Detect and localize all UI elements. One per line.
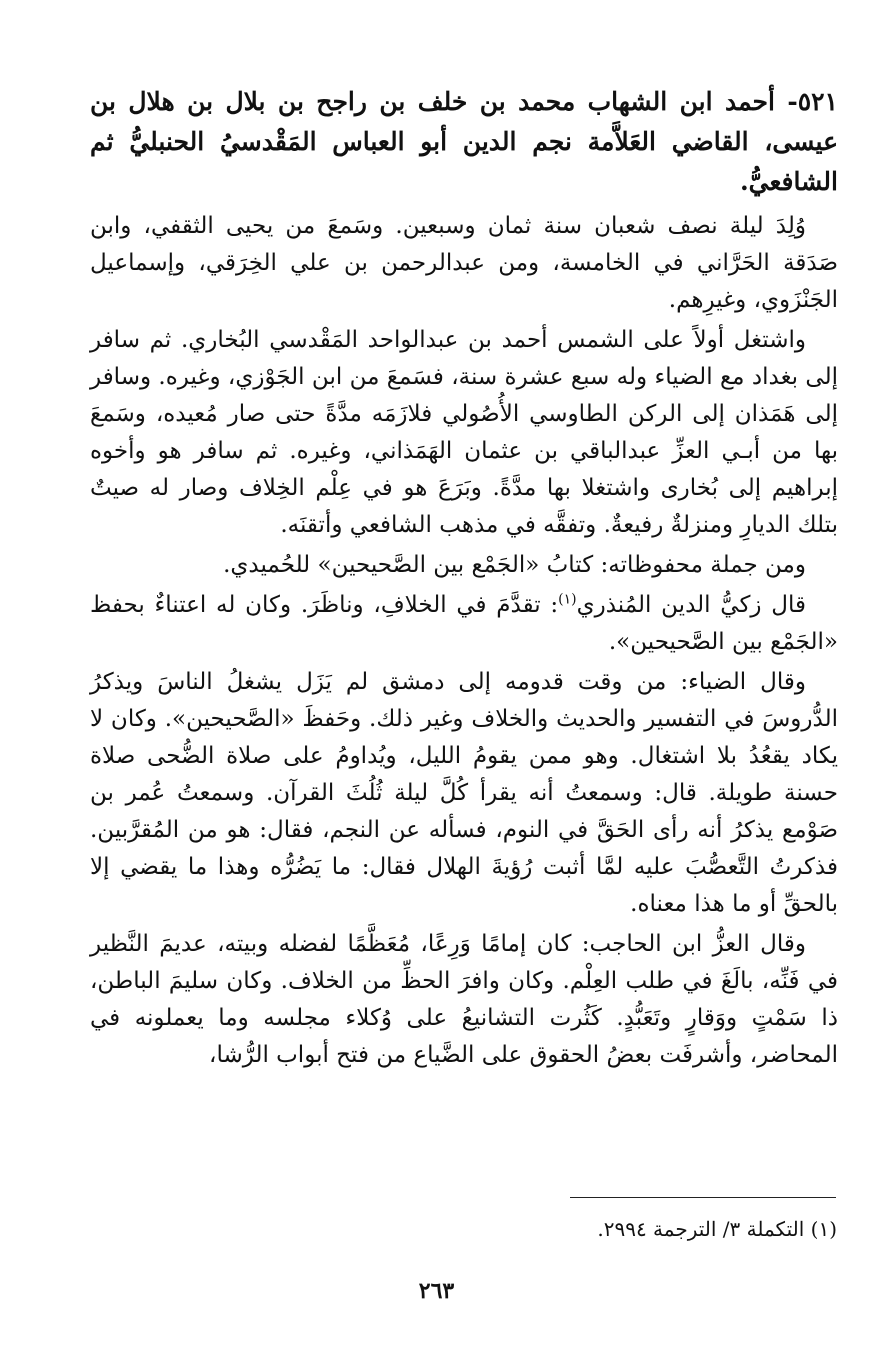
mundhiri-text-after: : تقدَّمَ في الخلافِ، وناظَرَ. وكان له اعتناءٌ بحفظ «الجَمْع بين الصَّحيحين». <box>90 592 838 655</box>
footnote: (١) التكملة ٣/ الترجمة ٢٩٩٤. <box>597 1217 837 1241</box>
footnote-reference: (١) <box>558 591 577 608</box>
paragraph-mundhiri <box>90 587 838 661</box>
paragraph-diya: وقال الضياء: من وقت قدومه إلى دمشق لم يَزَل يشغلُ الناسَ ويذكرُ الدُّروسَ في التفسير والحديث والخلاف وغير ذلك. وحَفظَ «الصَّحيحين». وكان لا يكاد يقعُدُ بلا اشتغال. وهو ممن يقومُ الليل، ويُداومُ على صلاة الضُّحى صلاة حسنة طويلة. قال: وسمعتُ أنه يقرأ كُلَّ ليلة ثُلُثَ القرآن. وسمعتُ عُمر بن صَوْمع يذكرُ أنه رأى الحَقَّ في النوم، فسأله عن النجم، فقال: هو من المُقرَّبين. فذكرتُ التَّعصُّبَ عليه لمَّا أثبت رُؤيةَ الهلال فقال: ما يَضُرُّه وهذا ما يقضي إلا بالحقِّ أو ما هذا معناه. <box>90 669 838 917</box>
paragraph-memorized: ومن جملة محفوظاته: كتابُ «الجَمْع بين الصَّحيحين» للحُميدي. <box>223 552 806 578</box>
page-body <box>90 82 838 1077</box>
page-number: ٢٦٣ <box>418 1278 455 1304</box>
paragraph-ibn-hajib: وقال العزُّ ابن الحاجب: كان إمامًا وَرِعًا، مُعَظَّمًا لفضله وبيته، عديمَ النَّظير في فَنِّه، بالَغَ في طلب العِلْم. وكان وافرَ الحظِّ من الخلاف. وكان سليمَ الباطن، ذا سَمْتٍ ووَقارٍ وتَعَبُّدٍ. كَثُرت التشانيعُ على وُكلاء مجلسه وما يعملونه في المحاضر، وأشرفَت بعضُ الحقوق على الضَّياع من فتح أبواب الرُّشا، <box>90 931 838 1068</box>
mundhiri-text-before: قال زكيُّ الدين المُنذري <box>576 592 806 618</box>
entry-heading: ٥٢١- أحمد ابن الشهاب محمد بن خلف بن راجح بن بلال بن هلال بن عيسى، القاضي العَلاَّمة نجم الدين أبو العباس المَقْدسيُ الحنبليُّ ثم الشافعيُّ. <box>90 87 838 196</box>
paragraph-birth: وُلِدَ ليلة نصف شعبان سنة ثمان وسبعين. وسَمعَ من يحيى الثقفي، وابن صَدَقة الحَرَّاني في الخامسة، ومن عبدالرحمن بن علي الخِرَقي، وإسماعيل الجَنْزَوي، وغيرِهم. <box>90 213 838 313</box>
paragraph-study: واشتغل أولاً على الشمس أحمد بن عبدالواحد المَقْدسي البُخاري. ثم سافر إلى بغداد مع الضياء وله سبع عشرة سنة، فسَمعَ من ابن الجَوْزي، وغيره. وسافر إلى هَمَذان إلى الركن الطاوسي الأُصُولي فلازَمَه مدَّةً حتى صار مُعيده، وسَمعَ بها من أبـي العزِّ عبدالباقي بن عثمان الهَمَذاني، وغيره. ثم سافر هو وأخوه إبراهيم إلى بُخارى واشتغلا بها مدَّةً. وبَرَعَ هو في عِلْم الخِلاف وصار له صيتٌ بتلك الديارِ ومنزلةٌ رفيعةٌ. وتفقَّه في مذهب الشافعي وأتقنَه. <box>90 327 838 538</box>
footnote-divider <box>570 1197 836 1198</box>
